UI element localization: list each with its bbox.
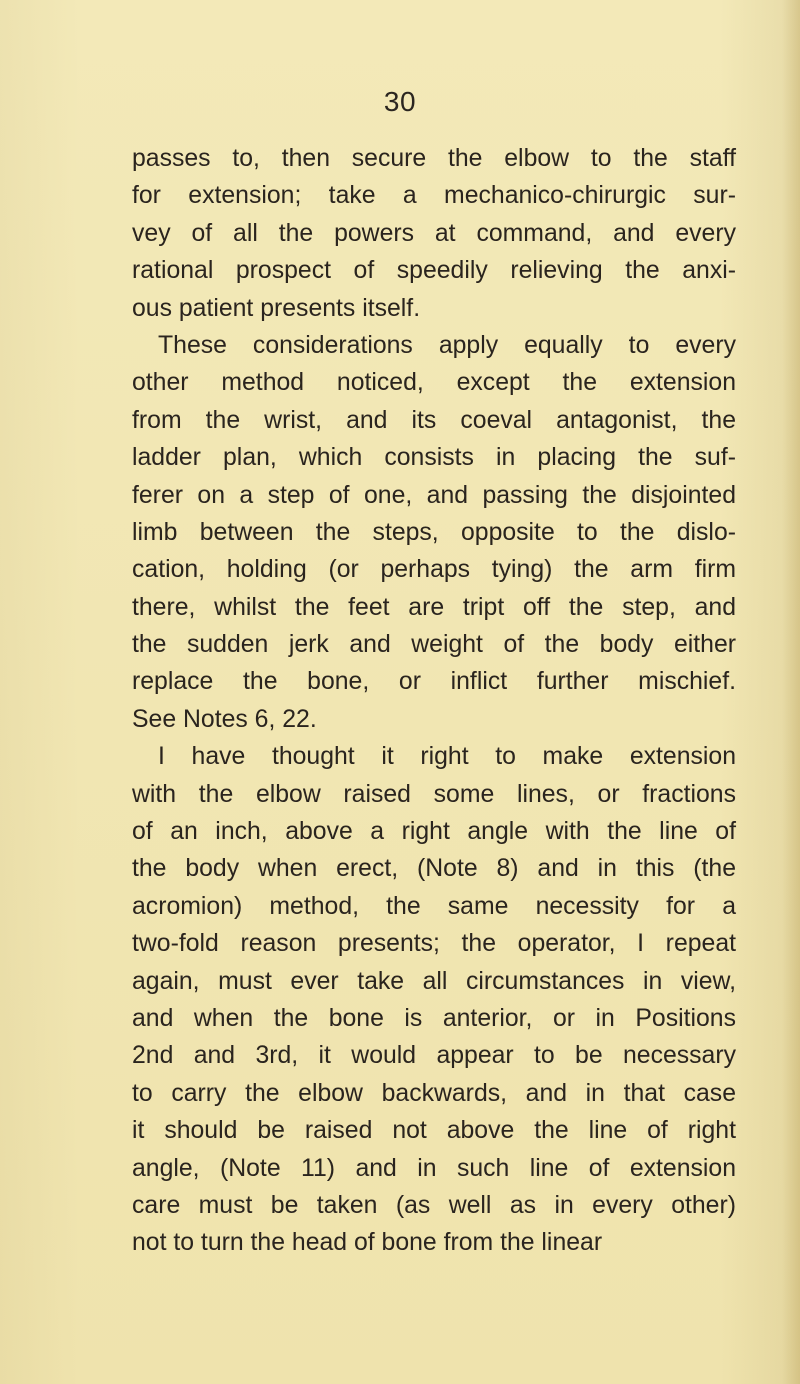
text-line: to carry the elbow backwards, and in that case <box>132 1079 736 1107</box>
text-line: ous patient presents itself. <box>132 294 421 322</box>
page-edge-shadow <box>782 0 800 1384</box>
text-line: passes to, then secure the elbow to the staff <box>132 145 736 172</box>
page-number: 30 <box>383 86 417 117</box>
text-line: again, must ever take all circumstances in view, <box>132 967 736 995</box>
text-line: the sudden jerk and weight of the body either <box>132 631 736 659</box>
text-line: limb between the steps, opposite to the dislo- <box>132 518 736 546</box>
text-line: of an inch, above a right angle with the line of <box>132 818 736 846</box>
text-line: angle, (Note 11) and in such line of extension <box>132 1154 736 1182</box>
text-line: care must be taken (as well as in every other) <box>132 1191 736 1219</box>
text-line: vey of all the powers at command, and every <box>132 219 736 247</box>
body-text <box>132 140 736 1262</box>
text-line: I have thought it right to make extension <box>158 743 736 771</box>
text-line: with the elbow raised some lines, or fractions <box>132 780 736 808</box>
text-line: acromion) method, the same necessity for a <box>132 892 736 920</box>
text-line: replace the bone, or inflict further mischief. <box>132 668 736 696</box>
text-line: other method noticed, except the extension <box>132 369 736 397</box>
text-line: rational prospect of speedily relieving the anxi- <box>132 257 736 285</box>
text-line: for extension; take a mechanico-chirurgic sur- <box>132 182 736 210</box>
text-line: See Notes 6, 22. <box>132 705 317 733</box>
text-line: 2nd and 3rd, it would appear to be necessary <box>132 1042 736 1070</box>
text-line: it should be raised not above the line of right <box>132 1117 736 1145</box>
text-line: the body when erect, (Note 8) and in this (the <box>132 855 736 883</box>
text-line: not to turn the head of bone from the linear <box>132 1229 603 1257</box>
text-line: and when the bone is anterior, or in Positions <box>132 1004 736 1032</box>
text-line: These considerations apply equally to every <box>158 331 736 359</box>
text-line: ferer on a step of one, and passing the disjointed <box>132 481 736 509</box>
text-line: cation, holding (or perhaps tying) the arm firm <box>132 556 736 584</box>
text-line: ladder plan, which consists in placing the suf- <box>132 444 736 472</box>
text-line: two-fold reason presents; the operator, I repeat <box>132 930 736 958</box>
text-line: from the wrist, and its coeval antagonist, the <box>132 406 736 434</box>
text-line: there, whilst the feet are tript off the step, and <box>132 593 736 621</box>
